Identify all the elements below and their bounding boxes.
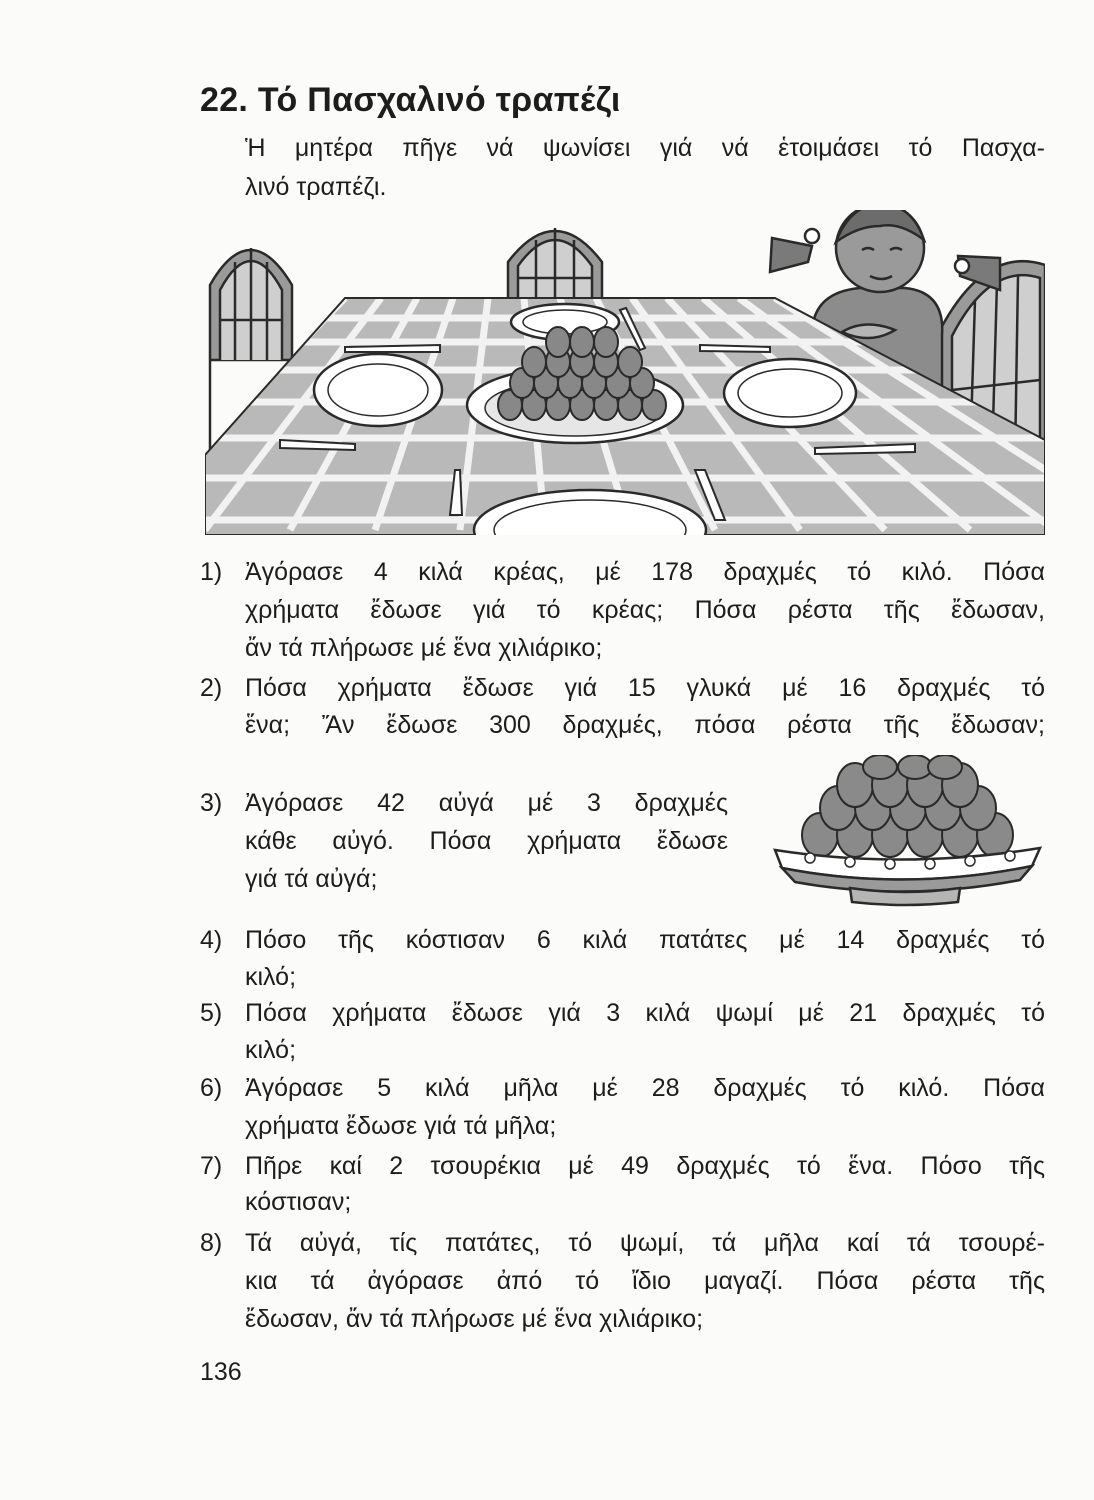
problem-line: ἔδωσαν, ἄν τά πλήρωσε μέ ἕνα χιλιάρικο; <box>245 1305 704 1333</box>
egg-bowl-illustration-icon <box>770 755 1045 910</box>
page-title: 22. Τό Πασχαλινό τραπέζι <box>200 81 621 119</box>
problem-number: 2) <box>200 674 223 702</box>
problem-number: 3) <box>200 789 223 817</box>
center-chair-icon <box>508 228 602 300</box>
problem-number: 7) <box>200 1152 223 1180</box>
plate-icon <box>314 354 442 426</box>
problem-line: κάθε αὐγό. Πόσα χρήματα ἔδωσε <box>245 827 728 855</box>
problem-line: χρήματα ἔδωσε γιά τό κρέας; Πόσα ρέστα τῆς ἔδωσαν, <box>245 596 1045 624</box>
plate-icon <box>724 359 856 427</box>
problem-line: χρήματα ἔδωσε γιά τά μῆλα; <box>245 1112 557 1140</box>
problem-line: Πῆρε καί 2 τσουρέκια μέ 49 δραχμές τό ἕνα. Πόσο τῆς <box>245 1152 1045 1180</box>
problem-line: κιλό; <box>245 1036 297 1064</box>
intro-line: λινό τραπέζι. <box>245 173 387 201</box>
intro-line: Ἡ μητέρα πῆγε νά ψωνίσει γιά νά ἑτοιμάσει τό Πασχα- <box>245 134 1045 162</box>
problem-line: Ἀγόρασε 5 κιλά μῆλα μέ 28 δραχμές τό κιλό. Πόσα <box>245 1074 1045 1102</box>
problem-line: Πόσα χρήματα ἔδωσε γιά 3 κιλά ψωμί μέ 21 δραχμές τό <box>245 999 1045 1027</box>
problem-line: ἕνα; Ἄν ἔδωσε 300 δραχμές, πόσα ρέστα τῆς ἔδωσαν; <box>245 711 1045 739</box>
problem-number: 4) <box>200 926 223 954</box>
problem-line: Ἀγόρασε 4 κιλά κρέας, μέ 178 δραχμές τό κιλό. Πόσα <box>245 558 1045 586</box>
problem-line: Τά αὐγά, τίς πατάτες, τό ψωμί, τά μῆλα καί τά τσουρέ- <box>245 1229 1045 1257</box>
problem-line: Πόσο τῆς κόστισαν 6 κιλά πατάτες μέ 14 δραχμές τό <box>245 926 1045 954</box>
problem-line: κια τά ἀγόρασε ἀπό τό ἴδιο μαγαζί. Πόσα ρέστα τῆς <box>245 1267 1045 1295</box>
problem-number: 1) <box>200 558 223 586</box>
problem-number: 6) <box>200 1074 223 1102</box>
problem-number: 5) <box>200 999 223 1027</box>
problem-line: Ἀγόρασε 42 αὐγά μέ 3 δραχμές <box>245 789 728 817</box>
page-number: 136 <box>200 1358 242 1386</box>
easter-table-illustration-icon <box>205 210 1045 535</box>
problem-line: ἄν τά πλήρωσε μέ ἕνα χιλιάρικο; <box>245 634 603 662</box>
problem-line: κόστισαν; <box>245 1188 352 1216</box>
problem-line: Πόσα χρήματα ἔδωσε γιά 15 γλυκά μέ 16 δραχμές τό <box>245 674 1045 702</box>
problem-line: γιά τά αὐγά; <box>245 865 378 893</box>
problem-line: κιλό; <box>245 963 297 991</box>
problem-number: 8) <box>200 1229 223 1257</box>
